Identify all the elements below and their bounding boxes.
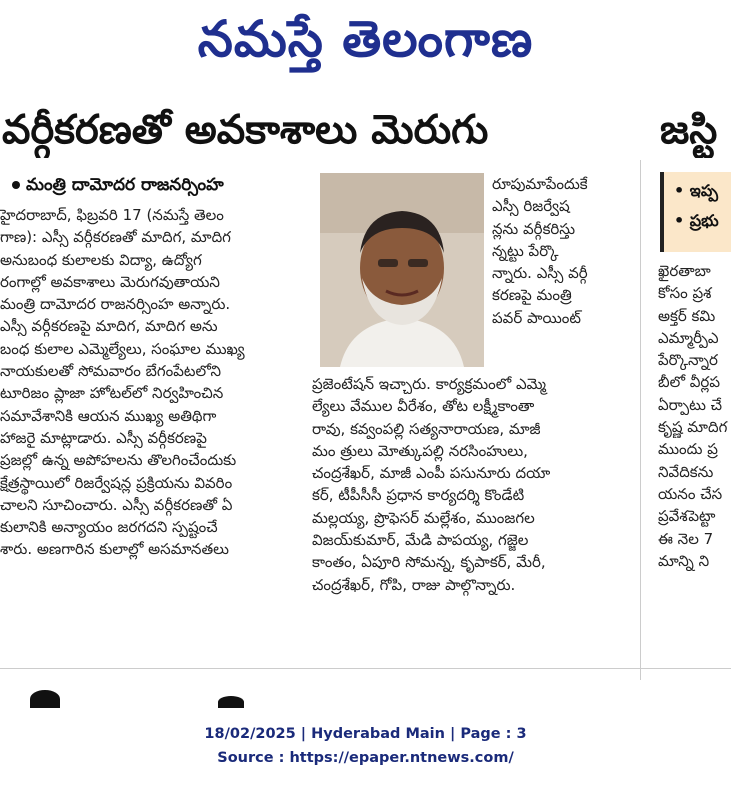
- text-line: ఎస్సీ వర్గీకరణపై మాదిగ, మాదిగ అను: [0, 317, 218, 336]
- text-line: మం త్రులు మోత్కుపల్లి నరసింహులు,: [312, 441, 528, 460]
- cropped-letter-fragment: [30, 690, 60, 708]
- text-line: ముందు ప్ర: [658, 440, 718, 459]
- text-line: చంద్రశేఖర్, గోపి, రాజు పాల్గొన్నారు.: [312, 575, 516, 594]
- text-line: కరణపై మంత్రి: [492, 286, 572, 305]
- highlight-line: • ఇప్ప: [674, 181, 718, 200]
- text-line: అనుబంధ కులాలకు విద్యా, ఉద్యోగ: [0, 250, 202, 269]
- byline-text: మంత్రి దామోదర రాజనర్సింహ: [26, 175, 224, 195]
- text-line: కాంతం, ఏపూరి సోమన్న, కృపాకర్, మేరీ,: [312, 553, 546, 572]
- article-column-2-top: [492, 173, 616, 329]
- text-line: పవర్ పాయింట్: [492, 308, 581, 327]
- minister-photo: [320, 173, 484, 367]
- article-column-2-bottom: [312, 373, 616, 596]
- text-line: న్నారు. ఎస్సీ వర్గీ: [492, 264, 588, 283]
- text-line: ఎస్సీ రిజర్వేష: [492, 197, 570, 216]
- text-line: ఈ నెల 7: [658, 529, 714, 548]
- text-line: రావు, కవ్వంపల్లి సత్యనారాయణ, మాజీ: [312, 419, 541, 438]
- article-column-1: [0, 204, 300, 561]
- cropped-letter-fragment: [218, 696, 244, 708]
- text-line: శారు. అణగారిన కులాల్లో అసమానతలు: [0, 540, 229, 559]
- masthead-title: నమస్తే తెలంగాణ: [197, 10, 534, 68]
- side-article-column: [658, 260, 731, 572]
- side-article-highlight-box: [660, 172, 731, 252]
- text-line: ఎమ్మార్పీఎ: [658, 328, 719, 347]
- text-line: రూపుమాపేందుకే: [492, 175, 588, 193]
- text-line: క్షేత్రస్థాయిలో రిజర్వేషన్ల ప్రక్రియను వివరిం: [0, 473, 233, 492]
- text-line: యనం చేస: [658, 484, 723, 503]
- text-line: టూరిజం ప్లాజా హోటల్‌లో నిర్వహించిన: [0, 384, 224, 403]
- text-line: ల్యేలు వేముల వీరేశం, తోట లక్ష్మీకాంతా: [312, 397, 535, 416]
- text-line: ఏర్పాటు చే: [658, 395, 723, 414]
- footer-source-link[interactable]: Source : https://epaper.ntnews.com/: [217, 750, 514, 766]
- text-line: చంద్రశేఖర్, మాజీ ఎంపీ పసునూరు దయా: [312, 464, 551, 483]
- side-article-headline: జస్టి: [660, 107, 718, 153]
- text-line: అక్తర్ కమి: [658, 306, 716, 325]
- text-line: నాయకులతో సోమవారం బేగంపేటలోని: [0, 362, 222, 381]
- text-line: ప్రజల్లో ఉన్న అపోహలను తొలగించేందుకు: [0, 451, 237, 470]
- text-line: హైదరాబాద్, ఫిబ్రవరి 17 (నమస్తే తెలం: [0, 206, 224, 224]
- highlight-line: • ప్రభు: [674, 211, 719, 230]
- text-line: న్నట్టు పేర్కొ: [492, 241, 559, 260]
- bullet-icon: [12, 181, 20, 189]
- source-footer: [0, 722, 731, 770]
- text-line: కర్, టీపీసీసీ ప్రధాన కార్యదర్శి కొండేటి: [312, 486, 525, 505]
- text-line: సమావేశానికి ఆయన ముఖ్య అతిథిగా: [0, 406, 217, 425]
- text-line: మల్లయ్య, ప్రొఫెసర్ మల్లేశం, ముంజగల: [312, 508, 535, 527]
- text-line: కులానికి అన్యాయం జరగదని స్పష్టంచే: [0, 518, 218, 537]
- text-line: న్లను వర్గీకరిస్తు: [492, 219, 576, 238]
- text-line: బంధ కులాల ఎమ్మెల్యేలు, సంఘాల ముఖ్య: [0, 339, 245, 358]
- text-line: ప్రజెంటేషన్ ఇచ్చారు. కార్యక్రమంలో ఎమ్మె: [312, 375, 547, 393]
- article-byline: [12, 173, 312, 197]
- text-line: రంగాల్లో అవకాశాలు మెరుగవుతాయని: [0, 272, 220, 291]
- text-line: మంత్రి దామోదర రాజనర్సింహ అన్నారు.: [0, 295, 231, 314]
- text-line: చాలని సూచించారు. ఎస్సీ వర్గీకరణతో ఏ: [0, 495, 233, 514]
- text-line: నివేదికను: [658, 462, 714, 481]
- text-line: కోసం ప్రశ: [658, 284, 712, 303]
- text-line: హాజరై మాట్లాడారు. ఎస్సీ వర్గీకరణపై: [0, 428, 207, 447]
- text-line: ప్రవేశపెట్టా: [658, 507, 716, 526]
- text-line: ఖైరతాబా: [658, 262, 711, 280]
- text-line: పేర్కొన్నార: [658, 351, 718, 370]
- text-line: కృష్ణ మాదిగ: [658, 418, 728, 437]
- article-headline: వర్గీకరణతో అవకాశాలు మెరుగు: [2, 107, 489, 153]
- newspaper-clipping: [0, 80, 731, 692]
- footer-date-edition: 18/02/2025 | Hyderabad Main | Page : 3: [204, 726, 527, 742]
- bottom-divider: [0, 668, 731, 669]
- text-line: విజయ్‌కుమార్, మేడి పాపయ్య, గజ్జెల: [312, 531, 529, 550]
- portrait-image: [320, 173, 484, 367]
- column-divider: [640, 160, 641, 680]
- text-line: గాణ): ఎస్సీ వర్గీకరణతో మాదిగ, మాదిగ: [0, 228, 231, 247]
- text-line: బీలో వీర్లప: [658, 373, 720, 392]
- text-line: మాన్ని ని: [658, 551, 710, 570]
